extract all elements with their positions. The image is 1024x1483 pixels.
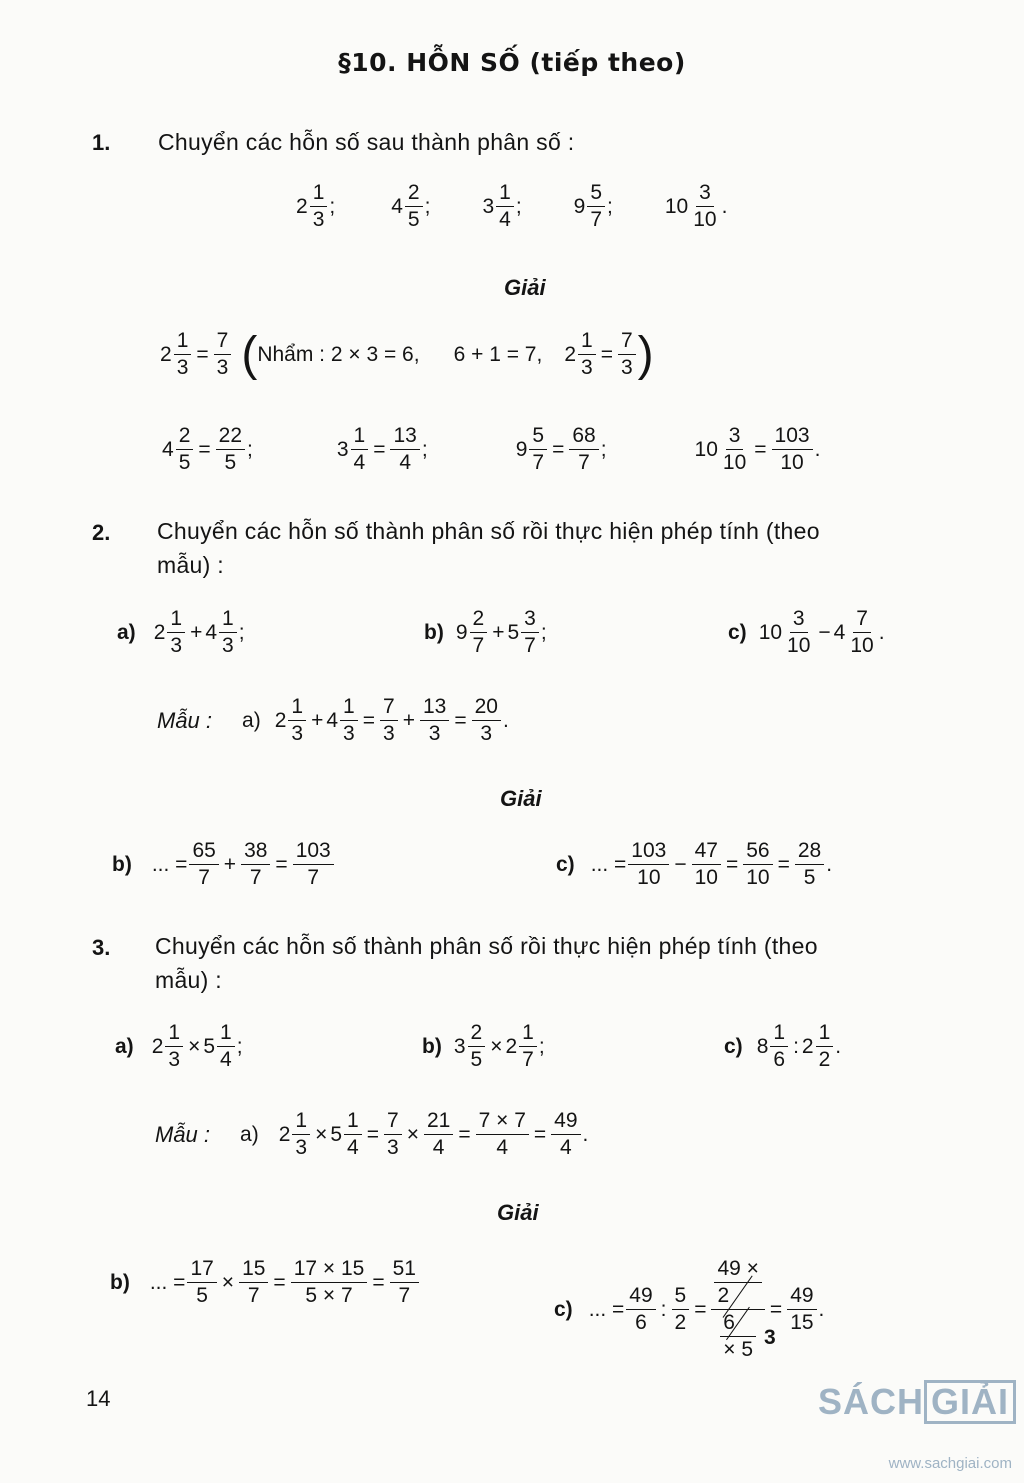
exercise-2-sample: Mẫu : a) 2 1 3 + 4 $\frac{1}{3}$ = $\frac{7}{3}$ + $\frac{13}{3}$ = $\frac{20}{3}$ . [157, 695, 509, 745]
solution-heading-3: Giải [497, 1200, 539, 1225]
exercise-3-sample: Mẫu : a) 2 $\frac{1}{3}$ × 5 $\frac{1}{4}$ = $\frac{7}{3}$ × $\frac{21}{4}$ = $\frac{7 \times 7}{4}$ = $\frac{49}{4}$ . [155, 1109, 589, 1159]
exercise-3a: a) 2 $\frac{1}{3}$ × 5 1 4 ; [115, 1021, 243, 1071]
publisher-url: www.sachgiai.com [888, 1455, 1012, 1472]
exercise-1-sample-line: 2 $\frac{1}{3}$ = $\frac{7}{3}$ ( Nhẩm : 2 × 3 = 6, 6 + 1 = 7, 2 $\frac{1}{3}$ = $\frac{7}{3}$ ) [160, 327, 654, 381]
exercise-2c-solution: c) ... = $\frac{103}{10}$ − $\frac{47}{10}$ = $\frac{56}{10}$ = $\frac{28}{5}$ . [556, 839, 833, 889]
exercise-1-text: Chuyển các hỗn số sau thành phân số : [158, 129, 575, 155]
cancel-result-digit: 3 [764, 1326, 776, 1349]
exercise-3-text-line2: mẫu) : [155, 967, 222, 993]
exercise-2-number: 2. [92, 520, 111, 545]
exercise-2b-solution: b) ... = $\frac{65}{7}$ + $\frac{38}{7}$ = $\frac{103}{7}$ [112, 838, 336, 891]
exercise-2a: a) 2 1 3 + 4 1 3 ; [117, 607, 245, 657]
exercise-3b-solution: b) ... = $\frac{17}{5}$ × $\frac{15}{7}$ = $\frac{17 \times 15}{5 \times 7}$ = $\frac{51}{7}$ [110, 1256, 421, 1309]
publisher-logo: SÁCH GIẢI [818, 1380, 1016, 1424]
exercise-1-number: 1. [92, 130, 111, 155]
solution-heading-2: Giải [500, 786, 542, 811]
exercise-2-text-line2: mẫu) : [157, 552, 224, 578]
exercise-3c-solution: c) ... = $\frac{49}{6}$ : $\frac{5}{2}$ = 49 × 2 6 × 5 = $\frac{49}{15}$ . [554, 1257, 825, 1361]
page-title: §10. HỖN SỐ (tiếp theo) [338, 48, 686, 77]
exercise-2c: c) 10 3 10 − 4 7 10 . [728, 607, 885, 657]
exercise-2-text-line1: Chuyển các hỗn số thành phân số rồi thực hiện phép tính (theo [157, 518, 820, 544]
exercise-1-solutions: 4 $\frac{2}{5}$ = $\frac{22}{5}$ ; 3 $\frac{1}{4}$ = $\frac{13}{4}$ ; 9 $\frac{5}{7}$ = $\frac{68}{7}$ ; 10 $\frac{3}{10}$ = $\frac{103}{10}$ . [162, 424, 821, 474]
solution-heading-1: Giải [504, 275, 546, 300]
page-number: 14 [86, 1386, 111, 1411]
exercise-2b: b) 9 2 7 + 5 3 7 ; [424, 607, 547, 657]
exercise-3c: c) 8 1 6 : 2 1 2 . [724, 1021, 842, 1071]
exercise-3b: b) 3 $\frac{2}{5}$ × 2 1 7 ; [422, 1021, 545, 1071]
exercise-3-text-line1: Chuyển các hỗn số thành phân số rồi thực hiện phép tính (theo [155, 933, 818, 959]
exercise-1-items: 2 1 3 ; 4 2 5 ; 3 1 4 ; 9 5 7 ; 10 3 10 . [296, 181, 728, 231]
exercise-3-number: 3. [92, 935, 111, 960]
